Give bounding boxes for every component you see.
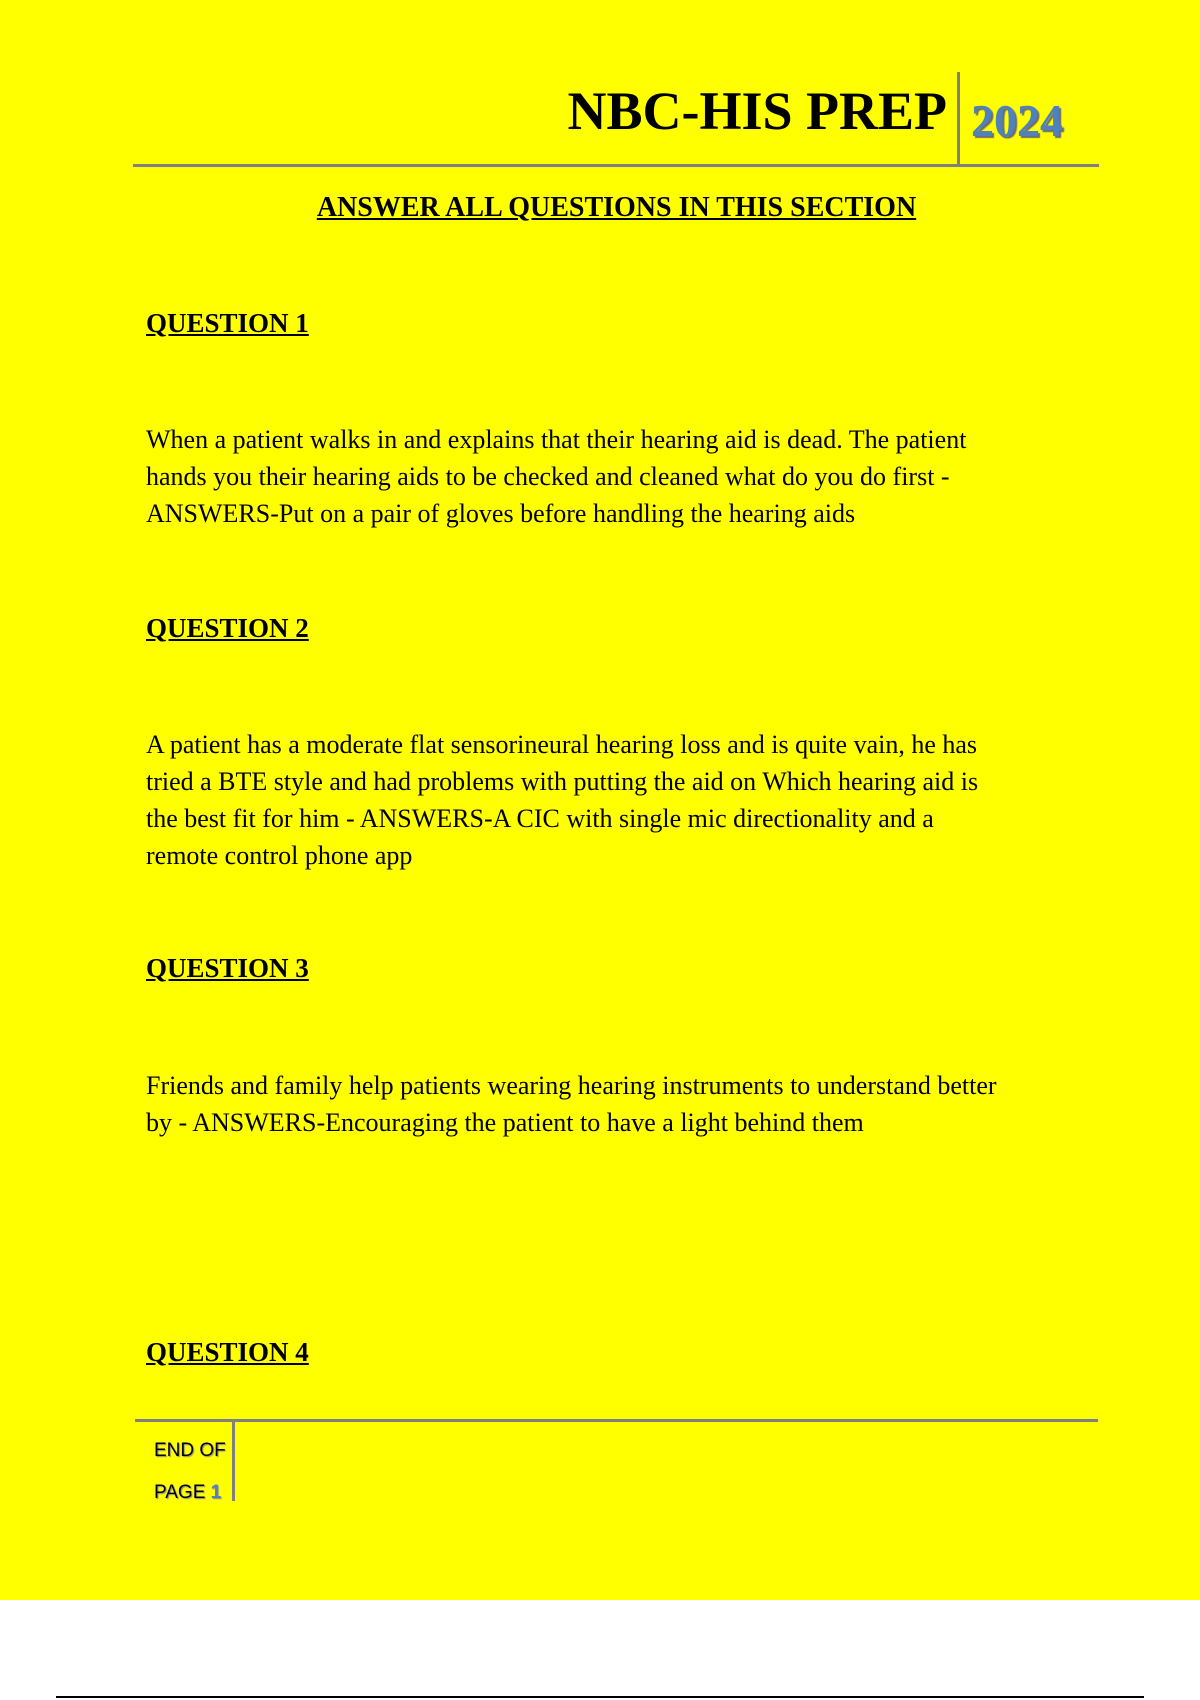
page-header (133, 70, 1099, 167)
question-3-label: QUESTION 3 (146, 953, 309, 983)
question-4-label: QUESTION 4 (146, 1337, 309, 1367)
footer-divider (232, 1422, 235, 1501)
question-3-line-2: by - ANSWERS-Encouraging the patient to have a light behind them (146, 1108, 864, 1137)
footer-page (154, 1472, 232, 1514)
question-2-line-1: A patient has a moderate flat sensorineural hearing loss and is quite vain, he has (146, 730, 978, 759)
question-2-line-4: remote control phone app (146, 841, 413, 870)
footer-page-label: PAGE (154, 1482, 206, 1503)
footer-text (154, 1430, 232, 1514)
footer-page-number: 1 (210, 1482, 222, 1503)
question-1-line-1: When a patient walks in and explains that their hearing aid is dead. The patient (146, 425, 967, 454)
header-title: NBC-HIS PREP (567, 81, 947, 141)
page-footer (135, 1419, 1098, 1503)
question-1-line-2: hands you their hearing aids to be checked and cleaned what do you do first - (146, 462, 950, 491)
question-1-text (146, 421, 1076, 532)
bottom-rule (56, 1696, 1144, 1698)
footer-end-of: END OF (154, 1440, 226, 1461)
section-heading: ANSWER ALL QUESTIONS IN THIS SECTION (316, 192, 917, 223)
question-2-text (146, 726, 1076, 874)
question-1-label: QUESTION 1 (146, 308, 309, 338)
question-2-line-2: tried a BTE style and had problems with putting the aid on Which hearing aid is (146, 767, 979, 796)
question-1-line-3: ANSWERS-Put on a pair of gloves before handling the hearing aids (146, 499, 856, 528)
question-3-line-1: Friends and family help patients wearing hearing instruments to understand better (146, 1071, 997, 1100)
question-2-label: QUESTION 2 (146, 613, 309, 643)
header-year: 2024 (971, 95, 1063, 146)
question-3-text (146, 1067, 1076, 1141)
header-divider (957, 72, 960, 164)
question-2-line-3: the best fit for him - ANSWERS-A CIC with single mic directionality and a (146, 804, 934, 833)
